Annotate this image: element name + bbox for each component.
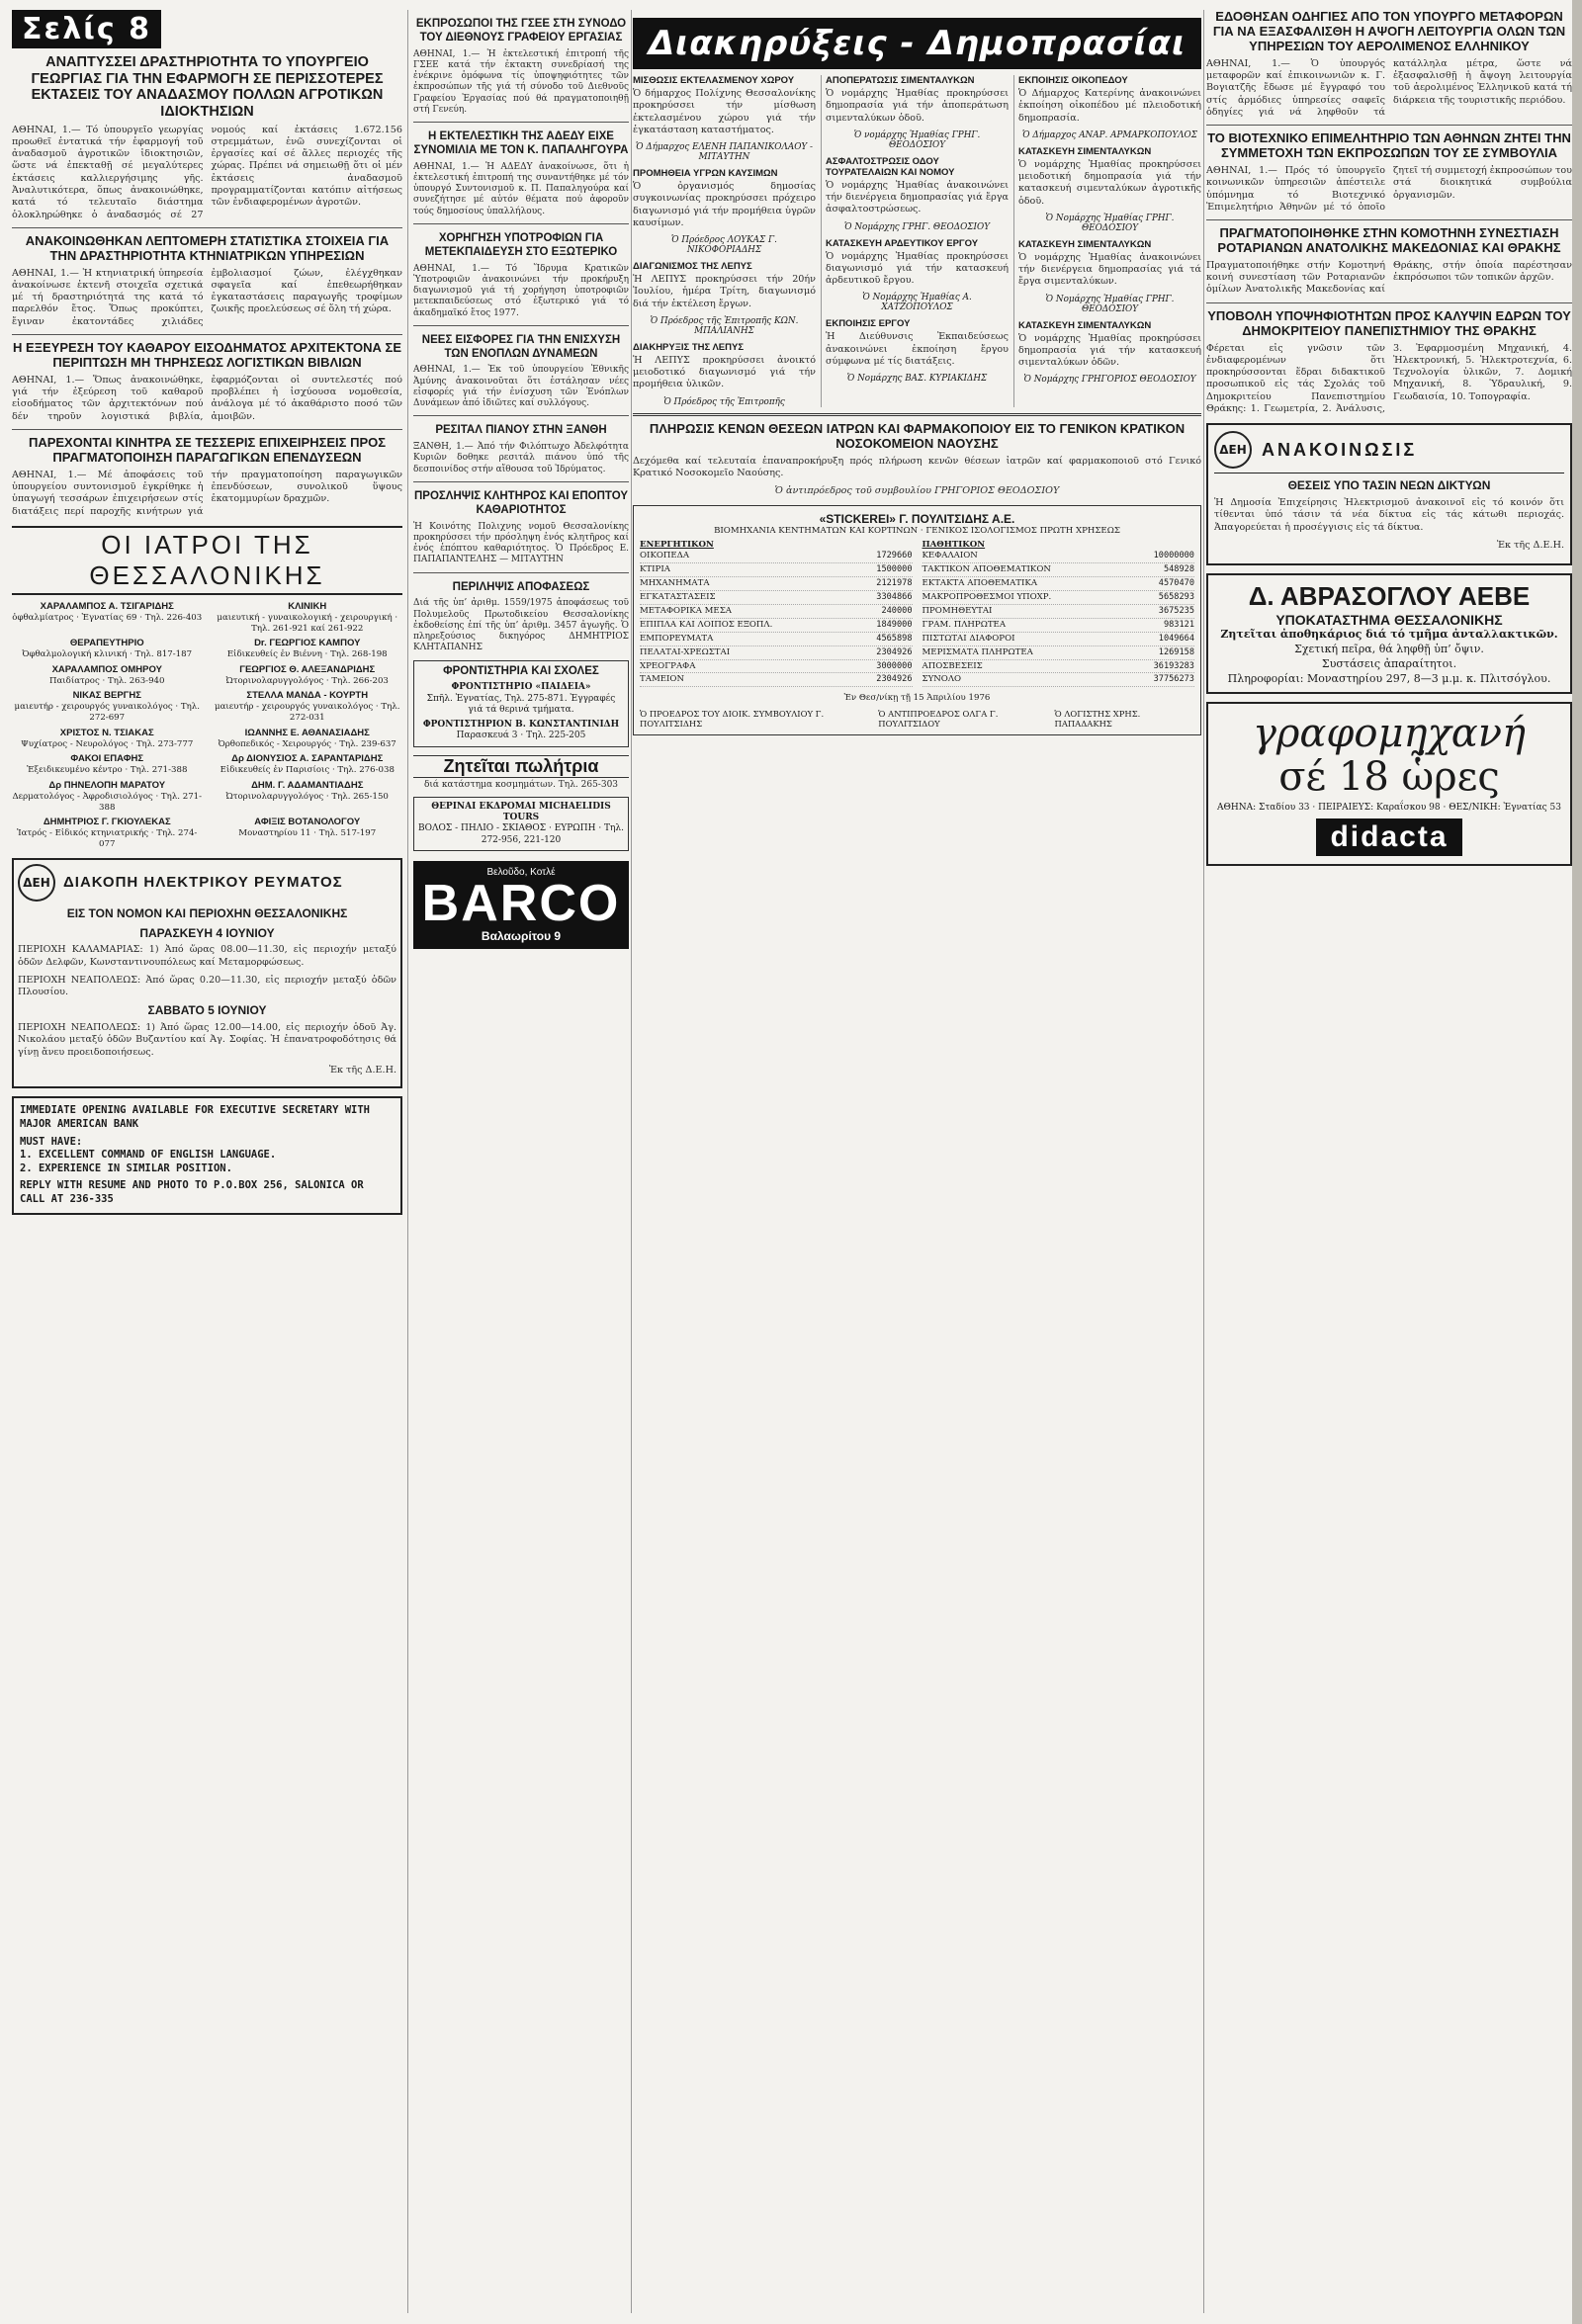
divider (12, 227, 402, 228)
divider (413, 122, 629, 123)
notice-title: ΚΑΤΑΣΚΕΥΗ ΑΡΔΕΥΤΙΚΟΥ ΕΡΓΟΥ (826, 237, 979, 249)
article-incentives: ΑΘΗΝΑΙ, 1.— Μέ ἀποφάσεις τοῦ ὑπουργείου συντονισμοῦ ἐγκρίθηκε ἡ ὑπαγωγή τεσσάρων ἐπιχειρήσεων στίς διατάξεις περί παροχῆς κινήτρων γιά τήν πραγματοποίηση παραγωγικῶν ἐπενδύσεων, συνολικοῦ ὕψους ἑκατομμυρίων δραχμῶν. (12, 469, 402, 517)
balance-date: Ἐν Θεσ/νίκῃ τῇ 15 Ἀπριλίου 1976 (843, 693, 991, 704)
notice-signature: Ὁ Πρόεδρος τῆς Ἐπιτροπῆς ΚΩΝ. ΜΠΑΛΙΑΝΗΣ (650, 315, 799, 336)
outage-text-1: ΠΕΡΙΟΧΗ ΚΑΛΑΜΑΡΙΑΣ: 1) Ἀπό ὥρας 08.00—11.30, εἰς περιοχήν μεταξύ ὁδῶν Δελφῶν, Κωνσταντινουπόλεως καί Μεταμορφώσεως. (18, 944, 396, 968)
doctor-name: ΦΑΚΟΙ ΕΠΑΦΗΣ (70, 753, 144, 765)
balance-row (923, 550, 1195, 563)
balance-label: ΜΕΤΑΦΟΡΙΚΑ ΜΕΣΑ (640, 605, 732, 616)
tender-notice (633, 342, 816, 407)
barco-ad (413, 861, 629, 949)
balance-row (640, 646, 913, 660)
divider (413, 223, 629, 224)
balance-label: ΣΥΝΟΛΟ (922, 674, 962, 685)
job-ad-line: IMMEDIATE OPENING AVAILABLE FOR EXECUTIVE SECRETARY WITH MAJOR AMERICAN BANK (20, 1104, 371, 1130)
doctor-entry (12, 601, 203, 634)
balance-value: 3304866 (876, 592, 913, 603)
doctor-info: Ὠτορινολαρυγγολόγος · Τηλ. 266-203 (225, 675, 389, 686)
dei-announcement (1206, 423, 1572, 565)
headline-adedy: Η ΕΚΤΕΛΕΣΤΙΚΗ ΤΗΣ ΑΔΕΔΥ ΕΙΧΕ ΣΥΝΟΜΙΛΙΑ ΜΕ ΤΟΝ Κ. ΠΑΠΑΛΗΓΟΥΡΑ (413, 130, 629, 156)
balance-value: 983121 (1163, 619, 1194, 630)
doctor-entry (12, 638, 203, 660)
headline-piano-recital: ΡΕΣΙΤΑΛ ΠΙΑΝΟΥ ΣΤΗΝ ΞΑΝΘΗ (435, 424, 607, 437)
job-ad-line: REPLY WITH RESUME AND PHOTO TO P.O.BOX 256, SALONICA OR CALL AT 236-335 (20, 1179, 364, 1206)
article-rotary: Πραγματοποιήθηκε στήν Κομοτηνή κοινή συνεστίαση τῶν Ροταριανῶν ὁμίλων Ἀνατολικῆς Μακεδονίας καί Θράκης, στήν ὁποία παρέστησαν ἐκπρόσωποι τῶν τοπικῶν ἀρχῶν. (1206, 259, 1572, 296)
balance-row (640, 660, 913, 674)
balance-value: 3000000 (876, 660, 913, 671)
notice-text: Ὁ νομάρχης Ἠμαθίας προκηρύσσει δημοπρασία γιά τήν ἀποπεράτωση σιμενταλύκων ὁδοῦ. (826, 88, 1009, 124)
doctor-entry (213, 780, 403, 813)
balance-row (923, 619, 1195, 633)
balance-sheet (633, 505, 1201, 735)
abrasoglou-line: Ζητεῖται ἀποθηκάριος διά τό τμῆμα ἀνταλλακτικῶν. (1220, 628, 1558, 642)
balance-row (640, 633, 913, 646)
tutoring-text-2: Παρασκευά 3 · Τηλ. 225-205 (456, 731, 586, 741)
notice-title: ΚΑΤΑΣΚΕΥΗ ΣΙΜΕΝΤΑΛΥΚΩΝ (1018, 145, 1152, 157)
notice-signature: Ὁ Νομάρχης Ἠμαθίας Α. ΧΑΤΖΟΠΟΥΛΟΣ (862, 293, 972, 313)
notice-signature: Ὁ Νομάρχης ΓΡΗΓ. ΘΕΟΔΟΣΙΟΥ (843, 221, 991, 232)
article-hiring: Ἡ Κοινότης Πολιχνης νομοῦ Θεσσαλονίκης προκηρύσσει τήν πρόσληψη ἑνός κλητῆρος καί ἑνός ἐπόπτου καθαριότητος. Ὁ Πρόεδρος Ε. ΠΑΠΑΠΑΝΤΕΛΗΣ — ΜΙΤΑΥΤΗΝ (413, 521, 629, 565)
notice-signature: Ὁ Νομάρχης ΒΑΣ. ΚΥΡΙΑΚΙΔΗΣ (846, 374, 988, 385)
notice-text: Ὁ νομάρχης Ἠμαθίας προκηρύσσει διαγωνισμό γιά τήν κατασκευή ἀρδευτικοῦ ἔργου. (826, 250, 1009, 287)
balance-value: 2304926 (876, 646, 913, 657)
english-job-ad (12, 1096, 402, 1214)
column-rule (631, 10, 632, 2313)
article-agriculture: ΑΘΗΝΑΙ, 1.— Τό ὑπουργεῖο γεωργίας προωθεῖ ἐντατικά τήν ἐφαρμογή τοῦ ἀναδασμοῦ ἀγροτικῶν ἰδιοκτησιῶν, ὥστε νά ἐπεκταθῇ σέ μεγαλύτερες ἐκτάσεις καλλιεργήσιμης γῆς. Ἀναλυτικότερα, ὅπως ἀνακοινώθηκε, κατά τό τελευταῖο διάστημα ὁλοκληρώθηκε ὁ ἀναδασμός σέ 27 νομούς καί ἐκτάσεις 1.672.156 στρεμμάτων, ἐνῶ συνεχίζονται οἱ ἐργασίες καί σέ ἄλλες περιοχές τῆς χώρας. Πρέπει νά σημειωθῇ ὅτι οἱ μέν ἐκτάσεις ἀναδασμοῦ προγραμματίζονται κατόπιν αἰτήσεως τῶν ἐνδιαφερομένων ἀγροτῶν. (12, 124, 402, 220)
tender-notice (1018, 75, 1201, 140)
balance-label: ΤΑΚΤΙΚΟΝ ΑΠΟΘΕΜΑΤΙΚΟΝ (922, 564, 1051, 575)
divider (1206, 302, 1572, 303)
doctor-info: μαιευτική - γυναικολογική - χειρουργική · Τηλ. 261-921 καί 261-922 (217, 612, 398, 634)
tender-notice (1018, 320, 1201, 386)
notice-title: ΕΚΠΟΙΗΣΙΣ ΕΡΓΟΥ (826, 318, 911, 330)
dei-logo-icon: ΔΕΗ (1214, 431, 1252, 469)
doctor-name: ΓΕΩΡΓΙΟΣ Θ. ΑΛΕΞΑΝΔΡΙΔΗΣ (239, 663, 376, 675)
headline-university: ΥΠΟΒΟΛΗ ΥΠΟΨΗΦΙΟΤΗΤΩΝ ΠΡΟΣ ΚΑΛΥΨΙΝ ΕΔΡΩΝ ΤΟΥ ΔΗΜΟΚΡΙΤΕΙΟΥ ΠΑΝΕΠΙΣΤΗΜΙΟΥ ΤΗΣ ΘΡΑΚΗΣ (1207, 307, 1571, 338)
balance-row (923, 577, 1195, 591)
announcement-text: Ἡ Δημοσία Ἐπιχείρησις Ἠλεκτρισμοῦ ἀνακοινοῖ εἰς τό κοινόν ὅτι τίθενται ὑπό τάσιν τά νέα δίκτυα εἰς τάς κάτωθι περιοχάς. Ἀπαγορεύεται ἡ προσέγγισις εἰς τά δίκτυα. (1214, 497, 1564, 533)
balance-row (923, 605, 1195, 619)
balance-row (640, 550, 913, 563)
balance-value: 240000 (881, 605, 913, 616)
article-hospital: Δεχόμεθα καί τελευταία ἐπαναπροκήρυξη πρός πλήρωση κενῶν θέσεων ἰατρῶν καί φαρμακοποιοῦ στό Γενικό Κρατικό Νοσοκομεῖο Ναούσης. (633, 455, 1201, 478)
job-ad-line: 2. EXPERIENCE IN SIMILAR POSITION. (20, 1162, 232, 1174)
announcement-signature: Ἐκ τῆς Δ.Ε.Η. (1496, 539, 1564, 551)
job-ad-line: 1. EXCELLENT COMMAND OF ENGLISH LANGUAGE. (20, 1149, 277, 1162)
notice-title: ΕΚΠΟΙΗΣΙΣ ΟΙΚΟΠΕΔΟΥ (1018, 75, 1128, 86)
doctor-info: Παιδίατρος · Τηλ. 263-940 (48, 675, 165, 686)
balance-signature-1: Ὁ ΠΡΟΕΔΡΟΣ ΤΟΥ ΔΙΟΙΚ. ΣΥΜΒΟΥΛΙΟΥ Γ. ΠΟΥΛΙΤΣΙΔΗΣ (640, 709, 825, 730)
balance-row (923, 591, 1195, 605)
tender-notice (826, 318, 1009, 384)
balance-label: ΟΙΚΟΠΕΔΑ (640, 551, 690, 561)
notice-title: ΚΑΤΑΣΚΕΥΗ ΣΙΜΕΝΤΑΛΥΚΩΝ (1018, 238, 1152, 250)
balance-value: 1729660 (876, 551, 913, 561)
doctor-info: Ἐξειδικευμένο κέντρο · Τηλ. 271-388 (27, 765, 188, 776)
balance-label: ΜΕΡΙΣΜΑΤΑ ΠΛΗΡΩΤΕΑ (922, 646, 1033, 657)
balance-subtitle: ΒΙΟΜΗΧΑΝΙΑ ΚΕΝΤΗΜΑΤΩΝ ΚΑΙ ΚΟΡΤΙΝΩΝ · ΓΕΝΙΚΟΣ ΙΣΟΛΟΓΙΣΜΟΣ ΠΡΩΤΗ ΧΡΗΣΕΩΣ (714, 526, 1120, 537)
balance-row (923, 673, 1195, 687)
balance-label: ΜΗΧΑΝΗΜΑΤΑ (640, 578, 710, 589)
doctor-info: Ψυχίατρος - Νευρολόγος · Τηλ. 273-777 (21, 738, 194, 749)
barco-tagline: Βελοῦδο, Κοτλέ (486, 866, 556, 878)
barco-brand: BARCO (421, 874, 621, 932)
balance-signature-2: Ὁ ΑΝΤΙΠΡΟΕΔΡΟΣ ΟΛΓΑ Γ. ΠΟΥΛΙΤΣΙΔΟΥ (878, 709, 999, 730)
doctor-entry (12, 817, 203, 849)
balance-value: 2121978 (876, 578, 913, 589)
doctor-info: Ἰατρός - Εἰδικός κτηνιατρικής · Τηλ. 274-077 (17, 828, 198, 849)
outage-text-3: ΠΕΡΙΟΧΗ ΝΕΑΠΟΛΕΩΣ: 1) Ἀπό ὥρας 12.00—14.00, εἰς περιοχήν ὁδοῦ Ἀγ. Νικολάου μεταξύ ὁδῶν Βυζαντίου καί Ἀγ. Σοφίας. Ἡ ἐπανατροφοδότησις θά γίνῃ ἄνευ προειδοποιήσεως. (18, 1022, 396, 1058)
balance-signature-3: Ὁ ΛΟΓΙΣΤΗΣ ΧΡΗΣ. ΠΑΠΑΔΑΚΗΣ (1054, 709, 1141, 730)
column-rule (407, 10, 408, 2313)
article-architect-income: ΑΘΗΝΑΙ, 1.— Ὅπως ἀνακοινώθηκε, γιά τήν ἐξεύρεση τοῦ καθαροῦ εἰσοδήματος τῶν ἀρχιτεκτόνων πού δέν τηροῦν λογιστικά βιβλία, ἐφαρμόζονται οἱ συντελεστές πού προβλέπει ἡ ἰσχύουσα νομοθεσία, ἀνάλογα μέ τό ἀκαθάριστο ποσό τῶν ἀμοιβῶν. (12, 374, 402, 422)
didacta-brand: didacta (1316, 818, 1461, 856)
doctor-name: ΙΩΑΝΝΗΣ Ε. ΑΘΑΝΑΣΙΑΔΗΣ (244, 727, 370, 738)
dei-logo-icon: ΔΕΗ (18, 864, 55, 902)
didacta-ad (1206, 702, 1572, 866)
article-adedy: ΑΘΗΝΑΙ, 1.— Ἡ ΑΔΕΔΥ ἀνακοίνωσε, ὅτι ἡ ἐκτελεστική ἐπιτροπή της συναντήθηκε μέ τόν ὑπουργό Συντονισμοῦ κ. Π. Παπαληγούρα καί συνεζήτησε μέ αὐτόν θέματα πού ἀφοροῦν τούς δημοσίους ὑπαλλήλους. (413, 161, 629, 216)
notice-signature: Ὁ Νομάρχης Ἠμαθίας ΓΡΗΓ. ΘΕΟΔΟΣΙΟΥ (1045, 294, 1175, 314)
tutoring-name-2: ΦΡΟΝΤΙΣΤΗΡΙΟΝ Β. ΚΩΝΣΤΑΝΤΙΝΙΔΗ (422, 720, 620, 731)
didacta-headline: γραφομηχανή (1252, 711, 1526, 757)
doctor-name: Δρ ΠΗΝΕΛΟΠΗ ΜΑΡΑΤΟΥ (48, 780, 166, 792)
balance-value: 4565898 (876, 633, 913, 644)
balance-row (923, 646, 1195, 660)
assets-list (640, 550, 913, 687)
article-piano-recital: ΞΑΝΘΗ, 1.— Ἀπό τήν Φιλόπτωχο Ἀδελφότητα Κυριῶν δοθηκε ρεσιτάλ πιάνου ὑπό τῆς δεσποινίδος στήν αἴθουσα τοῦ Ἰδρύματος. (413, 442, 629, 474)
notice-text: Ὁ ὀργανισμός δημοσίας συγκοινωνίας προκηρύσσει πρόχειρο διαγωνισμό γιά τήν προμήθεια ὑγρῶν καυσίμων. (633, 181, 816, 228)
notice-signature: Ὁ Νομάρχης ΓΡΗΓΟΡΙΟΣ ΘΕΟΔΟΣΙΟΥ (1023, 375, 1196, 386)
balance-label: ΚΤΙΡΙΑ (640, 564, 670, 575)
assets-title: ΕΝΕΡΓΗΤΙΚΟΝ (640, 540, 714, 551)
tender-notice (1018, 239, 1201, 314)
balance-value: 1849000 (876, 619, 913, 630)
doctors-directory-title: ΟΙ ΙΑΤΡΟΙ ΤΗΣ ΘΕΣΣΑΛΟΝΙΚΗΣ (12, 526, 402, 595)
tours-title: ΘΕΡΙΝΑΙ ΕΚΔΡΟΜΑΙ MICHAELIDIS TOURS (431, 801, 611, 823)
tutoring-title: ΦΡΟΝΤΙΣΤΗΡΙΑ ΚΑΙ ΣΧΟΛΕΣ (443, 664, 599, 677)
balance-label: ΕΓΚΑΤΑΣΤΑΣΕΙΣ (640, 592, 716, 603)
outage-text-2: ΠΕΡΙΟΧΗ ΝΕΑΠΟΛΕΩΣ: Ἀπό ὥρας 0.20—11.30, εἰς περιοχήν μεταξύ ὁδῶν Πλουσίου. (18, 974, 396, 998)
headline-agriculture: ΑΝΑΠΤΥΣΣΕΙ ΔΡΑΣΤΗΡΙΟΤΗΤΑ ΤΟ ΥΠΟΥΡΓΕΙΟ ΓΕΩΡΓΙΑΣ ΓΙΑ ΤΗΝ ΕΦΑΡΜΟΓΗ ΣΕ ΠΕΡΙΣΣΟΤΕΡΕΣ ΕΚΤΑΣΕΙΣ ΤΟΥ ΑΝΑΔΑΣΜΟΥ ΠΟΛΛΩΝ ΑΓΡΟΤΙΚΩΝ ΙΔΙΟΚΤΗΣΙΩΝ (31, 54, 384, 121)
notice-signature: Ὁ Πρόεδρος τῆς Ἐπιτροπῆς (663, 396, 785, 407)
job-ad-line: MUST HAVE: (20, 1135, 83, 1148)
column-3 (633, 10, 1201, 2313)
tender-notice (826, 238, 1009, 313)
balance-row (640, 619, 913, 633)
doctor-name: ΑΦΙΞΙΣ ΒΟΤΑΝΟΛΟΓΟΥ (254, 817, 361, 828)
tutoring-ad (413, 660, 629, 747)
article-university: Φέρεται εἰς γνῶσιν τῶν ἐνδιαφερομένων ὅτι προκηρύσσονται ἕδραι διδακτικοῦ προσωπικοῦ εἰς τάς Σχολάς τοῦ Δημοκριτείου Πανεπιστημίου Θράκης: 1. Γεωμετρία, 2. Ἀνάλυσις, 3. Ἐφαρμοσμένη Μηχανική, 4. Ἠλεκτρονική, 5. Ἠλεκτροτεχνία, 6. Τεχνολογία ὑλικῶν, 7. Δομική Μηχανική, 8. Ὑδραυλική, 9. Γεωδαισία, 10. Τοπογραφία. (1206, 342, 1572, 414)
balance-value: 37756273 (1153, 674, 1194, 685)
notice-signature: Ὁ Δήμαρχος ΑΝΑΡ. ΑΡΜΑΡΚΟΠΟΥΛΟΣ (1022, 129, 1197, 140)
tender-notices (633, 75, 1201, 407)
balance-value: 10000000 (1153, 551, 1194, 561)
doctor-entry (12, 664, 203, 687)
notice-title: ΔΙΑΚΗΡΥΞΙΣ ΤΗΣ ΛΕΠΥΣ (633, 341, 745, 353)
notice-text: Ὁ νομάρχης Ἠμαθίας ἀνακοινώνει τήν διενέργεια δημοπρασίας γιά ἔργα ἀσφαλτοστρώσεως. (826, 179, 1009, 215)
balance-label: ΓΡΑΜ. ΠΛΗΡΩΤΕΑ (922, 619, 1007, 630)
announcement-title: ΑΝΑΚΟΙΝΩΣΙΣ (1262, 439, 1418, 460)
article-gsee: ΑΘΗΝΑΙ, 1.— Ἡ ἐκτελεστική ἐπιτροπή τῆς ΓΣΕΕ κατά τήν ἐκτακτη συνεδρίασή της ἐνέκρινε ὁμόφωνα τίς ὑποψηφιότητες τῶν ἐκπροσώπων τῆς γιά τή σύνοδο τοῦ Διεθνοῦς Γραφείου Ἐργασίας πού θά πραγματοποιηθῇ στή Γενεύη. (413, 48, 629, 115)
notice-title: ΑΣΦΑΛΤΟΣΤΡΩΣΙΣ ΟΔΟΥ ΤΟΥΡΑΤΕΛΑΙΩΝ ΚΑΙ ΝΟΜΟΥ (826, 155, 955, 178)
doctor-entry (12, 780, 203, 813)
balance-row (640, 673, 913, 687)
wanted-text: διά κατάστημα κοσμημάτων. Τηλ. 265-303 (423, 779, 619, 790)
notice-text: Ὁ νομάρχης Ἠμαθίας ἀνακοινώνει τήν διενέργεια δημοπρασίας γιά τά ἔργα σιμενταλύκων. (1018, 251, 1201, 288)
notice-text: Ἡ ΛΕΠΥΣ προκηρύσσει ἀνοικτό μειοδοτικό διαγωνισμό γιά τήν προμήθεια ὑλικῶν. (633, 354, 816, 390)
tender-notice (826, 156, 1009, 232)
headline-veterinary: ΑΝΑΚΟΙΝΩΘΗΚΑΝ ΛΕΠΤΟΜΕΡΗ ΣΤΑΤΙΣΤΙΚΑ ΣΤΟΙΧΕΙΑ ΓΙΑ ΤΗΝ ΔΡΑΣΤΗΡΙΟΤΗΤΑ ΚΤΗΝΙΑΤΡΙΚΩΝ ΥΠΗΡΕΣΙΩΝ (25, 232, 390, 263)
abrasoglou-line: Συστάσεις ἀπαραίτητοι. (1321, 656, 1457, 670)
doctor-entry (213, 690, 403, 723)
doctor-entry (12, 690, 203, 723)
balance-label: ΑΠΟΣΒΕΣΕΙΣ (922, 660, 983, 671)
notice-title: ΚΑΤΑΣΚΕΥΗ ΣΙΜΕΝΤΑΛΥΚΩΝ (1018, 319, 1152, 331)
article-veterinary: ΑΘΗΝΑΙ, 1.— Ἡ κτηνιατρική ὑπηρεσία ἀνακοίνωσε ἐκτενῆ στοιχεῖα σχετικά μέ τή δραστηριότητά της κατά τό παρελθόν ἔτος. Ὅπως προκύπτει, ἔγιναν ἐκατοντάδες χιλιάδες ἐμβολιασμοί ζώων, ἐλέγχθηκαν σφαγεῖα καί ἐπεθεωρήθηκαν ἐγκαταστάσεις παραγωγῆς τροφίμων ζωικῆς προελεύσεως σέ ὅλη τή χώρα. (12, 267, 402, 327)
tutoring-text: Σπῆλ. Ἑγνατίας, Τηλ. 275-871. Ἐγγραφές γιά τά θερινά τμήματα. (426, 693, 616, 715)
doctor-name: ΘΕΡΑΠΕΥΤΗΡΙΟ (69, 638, 144, 649)
headline-court-decision: ΠΕΡΙΛΗΨΙΣ ΑΠΟΦΑΣΕΩΣ (452, 580, 590, 593)
balance-label: ΜΑΚΡΟΠΡΟΘΕΣΜΟΙ ΥΠΟΧΡ. (922, 592, 1052, 603)
tours-text: ΒΟΛΟΣ - ΠΗΛΙΟ - ΣΚΙΑΘΟΣ · ΕΥΡΩΠΗ · Τηλ. 272-956, 221-120 (418, 823, 625, 845)
doctor-info: Ὠτορινολαρυγγολόγος · Τηλ. 265-150 (225, 791, 389, 802)
doctor-name: Dr. ΓΕΩΡΓΙΟΣ ΚΑΜΠΟΥ (254, 638, 361, 649)
doctor-name: ΧΡΙΣΤΟΣ Ν. ΤΣΙΑΚΑΣ (59, 727, 154, 738)
balance-row (640, 605, 913, 619)
headline-airport: ΕΔΟΘΗΣΑΝ ΟΔΗΓΙΕΣ ΑΠΟ ΤΟΝ ΥΠΟΥΡΓΟ ΜΕΤΑΦΟΡΩΝ ΓΙΑ ΝΑ ΕΞΑΣΦΑΛΙΣΘΗ Η ΑΨΟΓΗ ΛΕΙΤΟΥΡΓΙΑ ΟΛΩΝ ΤΩΝ ΥΠΗΡΕΣΙΩΝ ΤΟΥ ΑΕΡΟΛΙΜΕΝΟΣ ΕΛΛΗΝΙΚΟΥ (1212, 10, 1566, 53)
headline-gsee: ΕΚΠΡΟΣΩΠΟΙ ΤΗΣ ΓΣΕΕ ΣΤΗ ΣΥΝΟΔΟ ΤΟΥ ΔΙΕΘΝΟΥΣ ΓΡΑΦΕΙΟΥ ΕΡΓΑΣΙΑΣ (415, 18, 627, 43)
doctor-name: ΝΙΚΑΣ ΒΕΡΓΗΣ (72, 690, 141, 702)
headline-scholarships: ΧΟΡΗΓΗΣΗ ΥΠΟΤΡΟΦΙΩΝ ΓΙΑ ΜΕΤΕΚΠΑΙΔΕΥΣΗ ΣΤΟ ΕΞΩΤΕΡΙΚΟ (424, 231, 618, 258)
balance-company: «STICKEREI» Γ. ΠΟΥΛΙΤΣΙΔΗΣ Α.Ε. (819, 512, 1015, 527)
doctor-name: ΔΗΜ. Γ. ΑΔΑΜΑΝΤΙΑΔΗΣ (251, 780, 364, 792)
notice-title: ΠΡΟΜΗΘΕΙΑ ΥΓΡΩΝ ΚΑΥΣΙΜΩΝ (633, 168, 778, 180)
headline-hiring: ΠΡΟΣΛΗΨΙΣ ΚΛΗΤΗΡΟΣ ΚΑΙ ΕΠΟΠΤΟΥ ΚΑΘΑΡΙΟΤΗΤΟΣ (413, 489, 629, 516)
divider (413, 481, 629, 482)
doctor-info: μαιευτήρ - χειρουργός γυναικολόγος · Τηλ. 272-697 (14, 702, 200, 724)
notice-signature: Ὁ Δήμαρχος ΕΛΕΝΗ ΠΑΠΑΝΙΚΟΛΑΟΥ - ΜΙΤΑΥΤΗΝ (635, 142, 814, 163)
notice-text: Ὁ νομάρχης Ἠμαθίας προκηρύσσει δημοπρασία γιά τήν κατασκευή σιμενταλύκων ὁδῶν. (1018, 332, 1201, 369)
balance-row (923, 563, 1195, 577)
balance-label: ΕΚΤΑΚΤΑ ΑΠΟΘΕΜΑΤΙΚΑ (922, 578, 1038, 589)
tours-ad (413, 797, 629, 851)
wanted-title: Ζητεῖται πωλήτρια (413, 755, 629, 778)
headline-hospital: ΠΛΗΡΩΣΙΣ ΚΕΝΩΝ ΘΕΣΕΩΝ ΙΑΤΡΩΝ ΚΑΙ ΦΑΡΜΑΚΟΠΟΙΟΥ ΕΙΣ ΤΟ ΓΕΝΙΚΟΝ ΚΡΑΤΙΚΟΝ ΝΟΣΟΚΟΜΕΙΟΝ ΝΑΟΥΣΗΣ (649, 420, 1186, 451)
doctor-entry (12, 728, 203, 750)
notice-signature: Ὁ νομάρχης Ἠμαθίας ΓΡΗΓ. ΘΕΟΔΟΣΙΟΥ (853, 129, 981, 150)
doctor-entry (213, 664, 403, 687)
balance-value: 548928 (1163, 564, 1194, 575)
doctor-entry (213, 817, 403, 849)
notice-text: Ἡ Διεύθυνσις Ἐκπαιδεύσεως ἀνακοινώνει ἐκποίηση ἔργου σύμφωνα μέ τίς διατάξεις. (826, 331, 1009, 367)
doctor-entry (213, 601, 403, 634)
outage-day-1: ΠΑΡΑΣΚΕΥΗ 4 ΙΟΥΝΙΟΥ (139, 925, 275, 940)
doctor-info: ὀφθαλμίατρος · Ἐγνατίας 69 · Τηλ. 226-403 (12, 612, 203, 623)
hospital-signature: Ὁ ἀντιπρόεδρος τοῦ συμβουλίου ΓΡΗΓΟΡΙΟΣ ΘΕΟΔΟΣΙΟΥ (774, 485, 1060, 497)
power-outage-notice (12, 858, 402, 1089)
doctor-info: Ὀρθοπεδικός - Χειρουργός · Τηλ. 239-637 (218, 738, 396, 749)
balance-row (640, 563, 913, 577)
notice-text: Ἡ ΛΕΠΥΣ προκηρύσσει τήν 20ήν Ἰουλίου, ἡμέρα Τρίτη, διαγωνισμό διά τήν ἐκτέλεση ἔργων. (633, 274, 816, 309)
liabilities-list (923, 550, 1195, 687)
divider (633, 413, 1201, 416)
balance-label: ΠΕΛΑΤΑΙ-ΧΡΕΩΣΤΑΙ (640, 646, 731, 657)
balance-label: ΠΙΣΤΩΤΑΙ ΔΙΑΦΟΡΟΙ (922, 633, 1015, 644)
notice-title: ΜΙΣΘΩΣΙΣ ΕΚΤΕΛΑΣΜΕΝΟΥ ΧΩΡΟΥ (633, 75, 795, 86)
page-edge (1572, 0, 1582, 2324)
tender-notice (633, 75, 816, 162)
balance-value: 3675235 (1158, 605, 1194, 616)
outage-day-2: ΣΑΒΒΑΤΟ 5 ΙΟΥΝΙΟΥ (147, 1003, 267, 1018)
doctor-info: Εἰδικευθείς ἐν Βιέννη · Τηλ. 268-198 (226, 649, 388, 660)
abrasoglou-line: Πληροφορίαι: Μοναστηρίου 297, 8—3 μ.μ. κ. Πλιτσόγλου. (1227, 671, 1551, 685)
abrasoglou-line: Σχετική πεῖρα, θά ληφθῇ ὑπ’ ὄψιν. (1294, 642, 1484, 655)
doctor-entry (12, 753, 203, 776)
balance-value: 2304926 (876, 674, 913, 685)
barco-address: Βαλαωρίτου 9 (481, 928, 562, 943)
doctor-entry (213, 638, 403, 660)
divider (1206, 125, 1572, 126)
notice-text: Ὁ δήμαρχος Πολίχνης Θεσσαλονίκης προκηρύσσει τήν μίσθωση ἐκτελασμένου χώρου γιά τήν ἐγκατάσταση καταστήματος. (633, 88, 816, 135)
doctor-info: μαιευτήρ - χειρουργός γυναικολόγος · Τηλ. 272-031 (215, 702, 400, 724)
tender-notice (1018, 146, 1201, 233)
notice-signature: Ὁ Νομάρχης Ἠμαθίας ΓΡΗΓ. ΘΕΟΔΟΣΙΟΥ (1045, 213, 1175, 233)
balance-label: ΕΜΠΟΡΕΥΜΑΤΑ (640, 633, 714, 644)
balance-label: ΠΡΟΜΗΘΕΥΤΑΙ (922, 605, 993, 616)
headline-architect-income: Η ΕΞΕΥΡΕΣΗ ΤΟΥ ΚΑΘΑΡΟΥ ΕΙΣΟΔΗΜΑΤΟΣ ΑΡΧΙΤΕΚΤΟΝΑ ΣΕ ΠΕΡΙΠΤΩΣΗ ΜΗ ΤΗΡΗΣΕΩΣ ΛΟΓΙΣΤΙΚΩΝ ΒΙΒΛΙΩΝ (12, 340, 402, 370)
abrasoglou-name: Δ. ΑΒΡΑΣΟΓΛΟΥ ΑΕΒΕ (1248, 581, 1531, 612)
doctor-entry (213, 728, 403, 750)
article-chamber: ΑΘΗΝΑΙ, 1.— Πρός τό ὑπουργεῖο κοινωνικῶν ὑπηρεσιῶν ἀπέστειλε ὑπόμνημα τό Βιοτεχνικό Ἐπιμελητήριο Ἀθηνῶν μέ τό ὁποῖο ζητεῖ τή συμμετοχή ἐκπροσώπων του στά διοικητικά συμβούλια ὀργανισμῶν. (1206, 165, 1572, 213)
balance-row (640, 591, 913, 605)
tenders-banner: Διακηρύξεις - Δημοπρασίαι (633, 18, 1201, 69)
headline-incentives: ΠΑΡΕΧΟΝΤΑΙ ΚΙΝΗΤΡΑ ΣΕ ΤΕΣΣΕΡΙΣ ΕΠΙΧΕΙΡΗΣΕΙΣ ΠΡΟΣ ΠΡΑΓΜΑΤΟΠΟΙΗΣΗ ΠΑΡΑΓΩΓΙΚΩΝ ΕΠΕΝΔΥΣΕΩΝ (28, 434, 387, 465)
divider (1206, 219, 1572, 220)
notice-title: ΔΙΑΓΩΝΙΣΜΟΣ ΤΗΣ ΛΕΠΥΣ (633, 261, 752, 273)
tender-notice (826, 75, 1009, 150)
column-1 (12, 10, 402, 2313)
balance-value: 1269158 (1158, 646, 1194, 657)
balance-row (923, 660, 1195, 674)
balance-value: 1500000 (876, 564, 913, 575)
notice-title: ΑΠΟΠΕΡΑΤΩΣΙΣ ΣΙΜΕΝΤΑΛΥΚΩΝ (826, 75, 975, 86)
doctor-info: Εἰδικευθείς ἐν Παρισίοις · Τηλ. 276-038 (220, 765, 395, 776)
divider (12, 334, 402, 335)
liabilities-title: ΠΑΘΗΤΙΚΟΝ (922, 540, 986, 551)
doctor-info: Μοναστηρίου 11 · Τηλ. 517-197 (238, 828, 377, 839)
balance-label: ΚΕΦΑΛΑΙΟΝ (922, 551, 978, 561)
didacta-addresses: ΑΘΗΝΑ: Σταδίου 33 · ΠΕΙΡΑΙΕΥΣ: Καραΐσκου 98 · ΘΕΣ/ΝΙΚΗ: Ἐγνατίας 53 (1216, 803, 1562, 814)
didacta-subheadline: σέ 18 ὧρες (1278, 754, 1500, 801)
headline-contributions: ΝΕΕΣ ΕΙΣΦΟΡΕΣ ΓΙΑ ΤΗΝ ΕΝΙΣΧΥΣΗ ΤΩΝ ΕΝΟΠΛΩΝ ΔΥΝΑΜΕΩΝ (421, 333, 621, 360)
abrasoglou-ad (1206, 573, 1572, 694)
balance-row (640, 577, 913, 591)
notice-text: Ὁ νομάρχης Ἠμαθίας προκηρύσσει μειοδοτική δημοπρασία γιά τήν κατασκευή σιμενταλύκων ἀγροτικῆς ὁδοῦ. (1018, 158, 1201, 207)
balance-row (923, 633, 1195, 646)
section-label: Σελίς 8 (12, 10, 161, 48)
divider (413, 572, 629, 573)
divider (413, 325, 629, 326)
column-2 (413, 10, 629, 2313)
balance-value: 36193283 (1153, 660, 1194, 671)
doctor-name: ΣΤΕΛΛΑ ΜΑΝΔΑ - ΚΟΥΡΤΗ (246, 690, 369, 702)
headline-chamber: ΤΟ ΒΙΟΤΕΧΝΙΚΟ ΕΠΙΜΕΛΗΤΗΡΙΟ ΤΩΝ ΑΘΗΝΩΝ ΖΗΤΕΙ ΤΗΝ ΣΥΜΜΕΤΟΧΗ ΤΩΝ ΕΚΠΡΟΣΩΠΩΝ ΤΟΥ ΣΕ ΣΥΜΒΟΥΛΙΑ (1207, 130, 1571, 161)
announcement-subtitle: ΘΕΣΕΙΣ ΥΠΟ ΤΑΣΙΝ ΝΕΩΝ ΔΙΚΤΥΩΝ (1287, 478, 1491, 493)
balance-label: ΤΑΜΕΙΟΝ (640, 674, 684, 685)
doctor-name: ΧΑΡΑΛΑΜΠΟΣ Α. ΤΣΙΓΑΡΙΔΗΣ (40, 600, 174, 612)
notice-signature: Ὁ Πρόεδρος ΛΟΥΚΑΣ Γ. ΝΙΚΟΦΟΡΙΑΔΗΣ (671, 235, 777, 256)
divider (12, 429, 402, 430)
headline-rotary: ΠΡΑΓΜΑΤΟΠΟΙΗΘΗΚΕ ΣΤΗΝ ΚΟΜΟΤΗΝΗ ΣΥΝΕΣΤΙΑΣΗ ΡΟΤΑΡΙΑΝΩΝ ΑΝΑΤΟΛΙΚΗΣ ΜΑΚΕΔΟΝΙΑΣ ΚΑΙ ΘΡΑΚΗΣ (1217, 225, 1561, 256)
tender-notice (633, 261, 816, 336)
article-court-decision: Διά τῆς ὑπ’ ἀριθμ. 1559/1975 ἀποφάσεως τοῦ Πολυμελοῦς Πρωτοδικείου Θεσσαλονίκης ἐκδοθείσης ἐπί τῆς ὑπ’ ἀριθμ. 3457 ἀγωγῆς. Ὁ πληρεξούσιος δικηγόρος ΔΗΜΗΤΡΙΟΣ ΚΛΗΤΑΠΑΝΗΣ (413, 598, 629, 653)
balance-value: 4570470 (1158, 578, 1194, 589)
column-4 (1206, 10, 1572, 2313)
article-contributions: ΑΘΗΝΑΙ, 1.— Ἐκ τοῦ ὑπουργείου Ἐθνικῆς Ἀμύνης ἀνακοινοῦται ὅτι ἐστάλησαν νέες εἰσφορές γιά τήν ἐνίσχυση τῶν Ἐνόπλων Δυνάμεων ἀπό ἰδιῶτες καί συλλόγους. (413, 365, 629, 409)
divider (413, 415, 629, 416)
doctor-name: ΔΗΜΗΤΡΙΟΣ Γ. ΓΚΙΟΥΛΕΚΑΣ (43, 817, 171, 828)
abrasoglou-branch: ΥΠΟΚΑΤΑΣΤΗΜΑ ΘΕΣΣΑΛΟΝΙΚΗΣ (1275, 612, 1503, 629)
outage-signature: Ἐκ τῆς Δ.Ε.Η. (328, 1064, 396, 1076)
doctor-info: Δερματολόγος - Ἀφροδισιολόγος · Τηλ. 271-388 (12, 791, 203, 813)
tender-notice (633, 168, 816, 255)
power-outage-subtitle: ΕΙΣ ΤΟΝ ΝΟΜΟΝ ΚΑΙ ΠΕΡΙΟΧΗΝ ΘΕΣΣΑΛΟΝΙΚΗΣ (66, 905, 348, 920)
doctors-directory (12, 601, 402, 850)
balance-label: ΧΡΕΟΓΡΑΦΑ (640, 660, 696, 671)
tutoring-name: ΦΡΟΝΤΙΣΤΗΡΙΟ «ΠΑΙΔΕΙΑ» (451, 682, 591, 693)
article-scholarships: ΑΘΗΝΑΙ, 1.— Τό Ἵδρυμα Κρατικῶν Ὑποτροφιῶν ἀνακοινώνει τήν προκήρυξη διαγωνισμοῦ γιά τή χορήγηση ὑποτροφιῶν μετεκπαιδεύσεως στό ἐξωτερικό γιά τό ἀκαδημαϊκό ἔτος 1977. (413, 263, 629, 318)
notice-text: Ὁ Δήμαρχος Κατερίνης ἀνακοινώνει ἐκποίηση οἰκοπέδου μέ πλειοδοτική δημοπρασία. (1018, 88, 1201, 124)
doctor-entry (213, 753, 403, 776)
balance-label: ΕΠΙΠΛΑ ΚΑΙ ΛΟΙΠΟΣ ΕΞΟΠΛ. (640, 619, 773, 630)
article-airport: ΑΘΗΝΑΙ, 1.— Ὁ ὑπουργός μεταφορῶν καί ἐπικοινωνιῶν κ. Γ. Βογιατζῆς ἔδωσε μέ ἔγγραφό του στίς ἁρμόδιες ὑπηρεσίες σαφεῖς ὁδηγίες γιά νά ληφθοῦν τά κατάλληλα μέτρα, ὥστε νά ἐξασφαλισθῇ ἡ ἄψογη λειτουργία τοῦ ἀερολιμένος Ἑλληνικοῦ κατά τή διάρκεια τῆς τουριστικῆς περιόδου. (1206, 57, 1572, 118)
balance-value: 5658293 (1158, 592, 1194, 603)
balance-value: 1049664 (1158, 633, 1194, 644)
doctor-name: ΚΛΙΝΙΚΗ (288, 600, 327, 612)
column-rule (1203, 10, 1204, 2313)
doctor-name: ΧΑΡΑΛΑΜΠΟΣ ΟΜΗΡΟΥ (51, 663, 162, 675)
doctor-name: Δρ ΔΙΟΝΥΣΙΟΣ Α. ΣΑΡΑΝΤΑΡΙΔΗΣ (231, 753, 384, 765)
power-outage-title: ΔΙΑΚΟΠΗ ΗΛΕΚΤΡΙΚΟΥ ΡΕΥΜΑΤΟΣ (63, 874, 343, 892)
doctor-info: Ὀφθαλμολογική κλινική · Τηλ. 817-187 (22, 649, 193, 660)
